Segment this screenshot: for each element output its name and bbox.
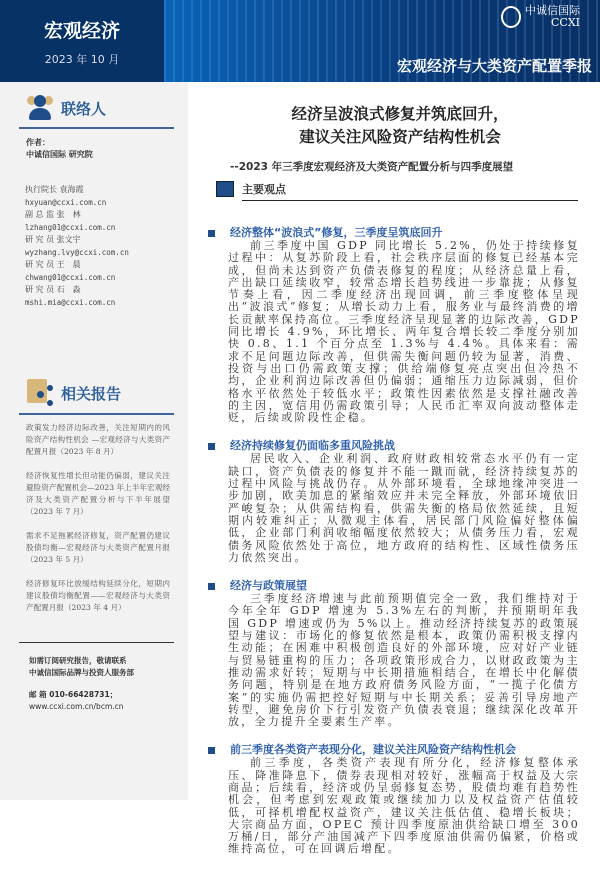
bullet-icon	[208, 443, 215, 450]
related-reports-heading: 相关报告	[25, 379, 188, 407]
related-reports-icon	[25, 379, 55, 407]
section-heading: 前三季度各类资产表现分化，建议关注风险资产结构性机会	[230, 743, 516, 757]
section-heading: 经济与政策展望	[230, 579, 307, 593]
contact-title: 研 究 员 张文宇	[25, 235, 81, 244]
contact-email[interactable]: wyzhang.lvy@ccxi.com.cn	[25, 247, 129, 257]
sidebar	[0, 82, 188, 800]
author-name: 中诚信国际 研究院	[26, 150, 93, 159]
section-heading: 经济整体“波浪式”修复，三季度呈筑底回升	[230, 226, 443, 239]
section-body: 三季度经济增速与此前预期值完全一致，我们维持对于今年全年 GDP 增速为 5.3%左右的判断，并预期明年我国 GDP 增速或仍为 5%以上。推动经济持续复苏的政策展望与建议：市场化的修复依然是根本，政策仍需积极支撑内生动能；在困难中积极创造良好的外部环境，应对好产业链与贸易链重构的压力；各项政策形成合力，以财政政策为主推动需求好转；短期与中长期措施相结合，在增长中化解债务问题，特别是在地方政府债务风险方面，“一揽子化债方案”的实施仍需把控好短期与中长期关系；妥善引导房地产转型，避免房价下行引发资产负债表衰退；继续深化改革开放，全力提升全要素生产率。	[228, 592, 580, 729]
report-date: 2023 年 10 月	[44, 53, 120, 66]
contact-phone: 邮 箱 010-66428731；	[29, 690, 118, 699]
report-series-title: 宏观经济与大类资产配置季报	[396, 57, 592, 75]
contact-email[interactable]: hxyuan@ccxi.com.cn	[25, 197, 107, 207]
main-content	[200, 82, 600, 856]
website-link[interactable]: www.ccxi.com.cn/bcm.cn	[29, 702, 124, 711]
logo-mark-icon	[501, 6, 521, 28]
contact-title: 副 总 监 张 林	[25, 210, 81, 219]
related-report-link[interactable]: 经济修复环比放缓结构延续分化，短期内建议股债均衡配置——宏观经济与大类资产配置月报（2023 年 4 月）	[26, 579, 170, 612]
bullet-icon	[208, 583, 215, 590]
author-label: 作者：	[26, 138, 50, 147]
contact-list	[25, 184, 188, 309]
related-report-link[interactable]: 政策发力经济边际改善，关注短期内的风险资产结构性机会 —宏观经济与大类资产配置月报（2023 年 8 月）	[26, 423, 170, 456]
divider	[19, 413, 174, 415]
contacts-icon	[25, 94, 55, 122]
subscribe-note: 如需订阅研究报告，敬请联系	[29, 656, 127, 665]
contact-title: 研 究 员 王 晨	[25, 260, 81, 269]
contacts-heading: 联络人	[25, 94, 188, 122]
report-category: 宏观经济	[43, 20, 120, 42]
contact-email[interactable]: chwang01@ccxi.com.cn	[25, 272, 116, 282]
report-title-line2: 建议关注风险资产结构性机会	[299, 128, 501, 146]
report-subtitle: --2023 年三季度宏观经济及大类资产配置分析与四季度展望	[230, 161, 514, 173]
section-3	[208, 579, 580, 728]
contact-email[interactable]: mshi.mia@ccxi.com.cn	[25, 297, 116, 307]
contact-title: 执行院长 袁海霞	[25, 185, 84, 194]
section-1	[208, 226, 580, 424]
divider	[242, 200, 578, 201]
contact-email[interactable]: lzhang01@ccxi.com.cn	[25, 222, 116, 232]
contact-title: 研 究 员 石 淼	[25, 285, 81, 294]
report-title-line1: 经济呈波浪式修复并筑底回升，	[291, 105, 509, 123]
ccxi-logo	[501, 5, 580, 29]
key-points-heading: 主要观点	[216, 181, 286, 197]
section-body: 前三季度，各类资产表现有所分化，经济修复整体承压、降准降息下，债券表现相对较好，涨幅高于权益及大宗商品；后续看，经济或仍呈弱修复态势，股债均难有趋势性机会，但考虑到宏观政策或继续加力以及权益资产估值较低，可择机增配权益资产，建议关注低估值、稳增长板块；大宗商品方面，OPEC 预计四季度原油供给缺口增至 300 万桶/日，部分产油国减产下四季度原油供需仍偏紧，价格或维持高位，可在回调后增配。	[228, 756, 580, 856]
section-body: 前三季度中国 GDP 同比增长 5.2%，仍处于持续修复过程中：从复苏阶段上看，社会秩序层面的修复已经基本完成，但尚未达到资产负债表修复的程度；从经济总量上看，产出缺口延续收窄，较常态增长趋势线进一步靠拢；从修复节奏上看，因二季度经济出现回调，前三季度整体呈现出“波浪式”修复；从增长动力上看，服务业与最终消费的增长贡献率保持高位。三季度经济呈现显著的边际改善，GDP 同比增长 4.9%，环比增长、两年复合增长较二季度分别加快 0.8、1.1 个百分点至 1.3%与 4.4%。具体来看：需求不足问题边际改善，但供需失衡问题仍较为显著，消费、投资与出口仍需政策支撑；供给端修复亮点突出但冷热不均，企业利润边际改善但仍偏弱；通缩压力边际减弱，但价格水平依然处于较低水平；政策性因素依然是支撑社融改善的主因，宽信用仍需政策引导；人民币汇率双向波动整体走贬，后续或阶段性企稳。	[228, 239, 580, 425]
divider	[19, 127, 174, 129]
divider	[19, 642, 174, 643]
logo-en: CCXI	[550, 16, 580, 29]
report-header	[0, 0, 600, 82]
section-2	[208, 439, 580, 564]
related-report-link[interactable]: 经济恢复性增长但动能仍偏弱，建议关注避险资产配置机会—2023 年上半年宏观经济及大类资产配置分析与下半年展望（2023 年 7 月）	[26, 471, 170, 516]
key-points-icon	[216, 181, 234, 197]
logo-cn: 中诚信国际	[525, 4, 580, 17]
related-report-link[interactable]: 需求不足拖累经济修复，资产配置仍建议股债均衡—宏观经济与大类资产配置月报（2023 年 5 月）	[26, 531, 170, 564]
section-heading: 经济持续修复仍面临多重风险挑战	[230, 439, 395, 453]
service-dept: 中诚信国际品牌与投资人服务部	[29, 668, 134, 677]
bullet-icon	[208, 230, 215, 237]
header-category-panel	[0, 0, 164, 82]
header-banner-image	[164, 0, 600, 82]
key-points-sections	[208, 226, 580, 871]
bullet-icon	[208, 747, 215, 754]
section-body: 居民收入、企业利润、政府财政相较常态水平仍有一定缺口，资产负债表的修复并不能一蹴而就，经济持续复苏的过程中风险与挑战仍存。从外部环境看，全球地缘冲突进一步加剧，欧美加息的紧缩效应并未完全释放，外部环境依旧严峻复杂；从供需结构看，供需失衡的格局依然延续，且短期内较难纠正；从微观主体看，居民部门风险偏好整体偏低，企业部门利润收缩幅度依然较大；从债务压力看，宏观债务风险依然处于高位，地方政府的结构性、区域性债务压力依然突出。	[228, 452, 580, 564]
